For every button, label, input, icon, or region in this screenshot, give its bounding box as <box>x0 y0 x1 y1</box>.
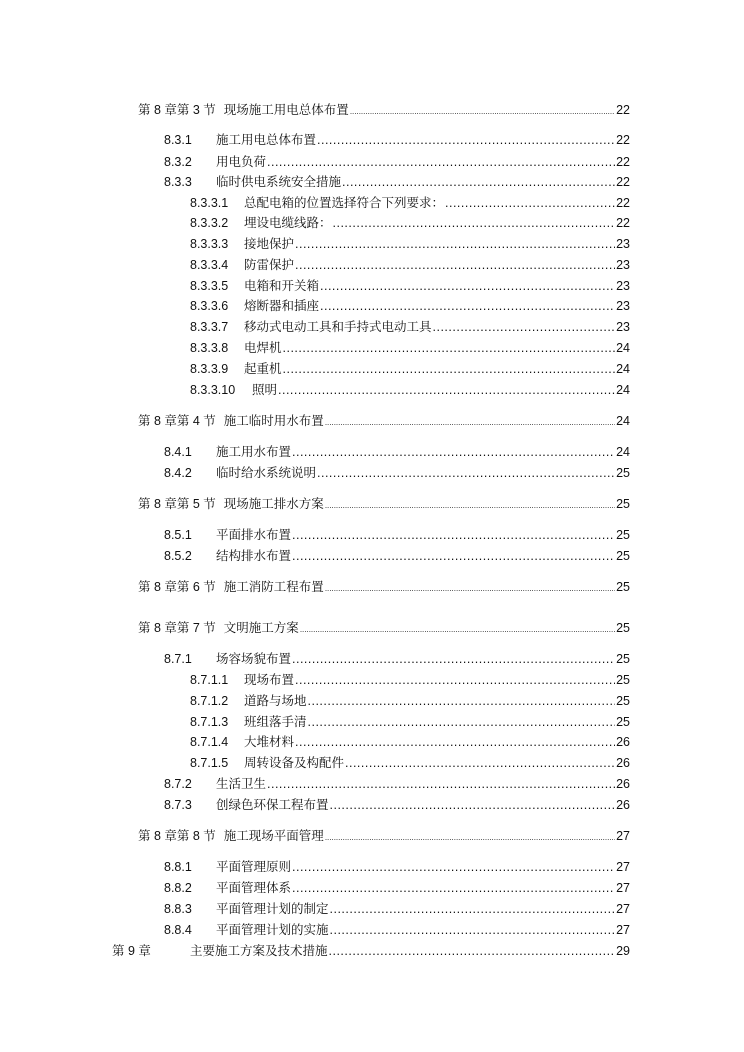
toc-entry-page: 22 <box>616 155 630 169</box>
dot-leader <box>325 498 615 514</box>
toc-entry-number: 第 8 章第 6 节 <box>138 580 216 594</box>
toc-entry-number: 8.3.1 <box>164 133 192 147</box>
toc-entry-page: 27 <box>616 902 630 916</box>
toc-entry-title: 现场布置 <box>244 673 295 687</box>
toc-entry-number: 8.4.1 <box>164 445 192 459</box>
toc-entry[interactable] <box>190 195 630 211</box>
toc-entry-page: 24 <box>616 445 630 459</box>
toc-entry-title: 用电负荷 <box>216 155 267 169</box>
dot-leader <box>292 548 615 564</box>
toc-entry-title: 照明 <box>252 383 278 397</box>
toc-entry-number: 8.7.1.4 <box>190 735 229 749</box>
toc-entry[interactable] <box>164 154 630 170</box>
toc-entry[interactable] <box>138 413 630 431</box>
dot-leader <box>320 278 615 294</box>
toc-entry-title: 文明施工方案 <box>223 621 299 635</box>
toc-entry-title: 平面管理体系 <box>216 881 292 895</box>
dot-leader <box>267 776 615 792</box>
toc-entry-page: 27 <box>616 829 630 843</box>
toc-entry[interactable] <box>112 943 630 959</box>
dot-leader <box>445 195 615 211</box>
toc-entry-title: 接地保护 <box>244 237 295 251</box>
toc-entry-page: 23 <box>616 320 630 334</box>
toc-entry-title: 总配电箱的位置选择符合下列要求： <box>244 196 445 210</box>
toc-entry-title: 平面管理计划的实施 <box>216 923 329 937</box>
toc-entry[interactable] <box>190 340 630 356</box>
toc-entry[interactable] <box>164 527 630 543</box>
toc-entry-page: 22 <box>616 216 630 230</box>
toc-entry[interactable] <box>190 361 630 377</box>
toc-entry-page: 24 <box>616 414 630 428</box>
dot-leader <box>295 734 615 750</box>
toc-entry[interactable] <box>190 734 630 750</box>
toc-entry-number: 8.3.3.7 <box>190 320 229 334</box>
toc-entry-title: 班组落手清 <box>244 715 307 729</box>
toc-entry-title: 场容场貌布置 <box>216 652 292 666</box>
toc-entry-number: 8.7.1 <box>164 652 192 666</box>
toc-entry-page: 25 <box>616 673 630 687</box>
toc-entry-number: 8.7.1.5 <box>190 756 229 770</box>
toc-entry[interactable] <box>190 236 630 252</box>
toc-entry-page: 25 <box>616 621 630 635</box>
toc-entry[interactable] <box>138 496 630 514</box>
toc-entry-title: 临时给水系统说明 <box>216 466 317 480</box>
toc-entry-number: 8.8.2 <box>164 881 192 895</box>
toc-entry-number: 8.8.3 <box>164 902 192 916</box>
dot-leader <box>295 236 615 252</box>
dot-leader <box>267 154 615 170</box>
toc-entry[interactable] <box>190 382 630 398</box>
dot-leader <box>300 622 615 638</box>
dot-leader <box>345 755 615 771</box>
toc-entry-number: 8.3.3.1 <box>190 196 229 210</box>
toc-entry-number: 第 8 章第 3 节 <box>138 103 216 117</box>
toc-entry-page: 25 <box>616 580 630 594</box>
toc-entry[interactable] <box>164 880 630 896</box>
toc-entry-page: 27 <box>616 860 630 874</box>
toc-entry-page: 25 <box>616 549 630 563</box>
toc-entry-number: 8.7.1.3 <box>190 715 229 729</box>
dot-leader <box>317 132 615 148</box>
toc-entry[interactable] <box>164 132 630 148</box>
toc-entry[interactable] <box>164 859 630 875</box>
toc-entry-title: 大堆材料 <box>244 735 295 749</box>
toc-entry[interactable] <box>138 620 630 638</box>
toc-entry-page: 26 <box>616 756 630 770</box>
toc-entry-title: 平面管理原则 <box>216 860 292 874</box>
toc-entry-title: 起重机 <box>244 362 282 376</box>
toc-entry-page: 22 <box>616 175 630 189</box>
toc-entry[interactable] <box>190 714 630 730</box>
toc-entry-page: 27 <box>616 881 630 895</box>
toc-entry-page: 25 <box>616 652 630 666</box>
toc-entry-title: 熔断器和插座 <box>244 299 320 313</box>
dot-leader <box>330 922 616 938</box>
toc-entry[interactable] <box>138 579 630 597</box>
toc-entry-number: 8.3.3.2 <box>190 216 229 230</box>
toc-entry-number: 8.3.3 <box>164 175 192 189</box>
toc-entry-page: 25 <box>616 466 630 480</box>
toc-entry-title: 施工消防工程布置 <box>223 580 324 594</box>
toc-entry-number: 8.3.3.5 <box>190 279 229 293</box>
toc-entry-number: 8.3.3.3 <box>190 237 229 251</box>
dot-leader <box>283 361 616 377</box>
dot-leader <box>325 581 615 597</box>
dot-leader <box>330 797 616 813</box>
dot-leader <box>342 174 615 190</box>
toc-entry-title: 道路与场地 <box>244 694 307 708</box>
toc-entry-page: 22 <box>616 103 630 117</box>
toc-entry[interactable] <box>164 797 630 813</box>
toc-entry-number: 8.7.2 <box>164 777 192 791</box>
dot-leader <box>317 465 615 481</box>
toc-entry-page: 23 <box>616 299 630 313</box>
toc-entry-title: 平面排水布置 <box>216 528 292 542</box>
toc-entry-title: 移动式电动工具和手持式电动工具 <box>244 320 432 334</box>
toc-entry-number: 8.7.3 <box>164 798 192 812</box>
toc-entry[interactable] <box>190 215 630 231</box>
toc-entry-title: 防雷保护 <box>244 258 295 272</box>
toc-entry-number: 8.3.2 <box>164 155 192 169</box>
toc-entry-number: 第 8 章第 4 节 <box>138 414 216 428</box>
dot-leader <box>292 527 615 543</box>
toc-entry[interactable] <box>164 922 630 938</box>
toc-entry[interactable] <box>138 102 630 120</box>
toc-entry-number: 第 8 章第 8 节 <box>138 829 216 843</box>
toc-entry-page: 24 <box>616 341 630 355</box>
toc-entry-page: 25 <box>616 497 630 511</box>
toc-entry-page: 26 <box>616 735 630 749</box>
toc-entry-title: 主要施工方案及技术措施 <box>190 944 328 958</box>
toc-entry-title: 电焊机 <box>244 341 282 355</box>
toc-entry[interactable] <box>190 278 630 294</box>
toc-entry-number: 8.7.1.2 <box>190 694 229 708</box>
toc-entry-number: 8.3.3.8 <box>190 341 229 355</box>
dot-leader <box>325 415 615 431</box>
toc-entry-page: 24 <box>616 383 630 397</box>
toc-entry[interactable] <box>164 776 630 792</box>
toc-entry-page: 22 <box>616 196 630 210</box>
dot-leader <box>295 672 615 688</box>
toc-entry-title: 电箱和开关箱 <box>244 279 320 293</box>
toc-entry[interactable] <box>190 319 630 335</box>
toc-entry-page: 27 <box>616 923 630 937</box>
dot-leader <box>308 693 616 709</box>
toc-entry-number: 第 8 章第 5 节 <box>138 497 216 511</box>
toc-entry-page: 26 <box>616 798 630 812</box>
dot-leader <box>308 714 616 730</box>
toc-entry[interactable] <box>190 755 630 771</box>
toc-entry-number: 8.8.4 <box>164 923 192 937</box>
toc-entry-number: 8.5.1 <box>164 528 192 542</box>
dot-leader <box>329 943 616 959</box>
toc-entry-title: 生活卫生 <box>216 777 267 791</box>
toc-entry-page: 29 <box>616 944 630 958</box>
dot-leader <box>333 215 616 231</box>
toc-entry[interactable] <box>164 174 630 190</box>
toc-entry[interactable] <box>164 465 630 481</box>
dot-leader <box>433 319 616 335</box>
toc-entry-title: 埋设电缆线路： <box>244 216 332 230</box>
dot-leader <box>292 651 615 667</box>
toc-entry-title: 施工用水布置 <box>216 445 292 459</box>
toc-entry-number: 第 8 章第 7 节 <box>138 621 216 635</box>
toc-entry-title: 现场施工排水方案 <box>223 497 324 511</box>
dot-leader <box>292 880 615 896</box>
toc-entry-page: 23 <box>616 237 630 251</box>
toc-entry[interactable] <box>190 693 630 709</box>
toc-entry-number: 8.3.3.9 <box>190 362 229 376</box>
toc-entry-title: 施工临时用水布置 <box>223 414 324 428</box>
toc-entry-title: 现场施工用电总体布置 <box>223 103 349 117</box>
toc-entry[interactable] <box>190 257 630 273</box>
toc-entry-title: 施工用电总体布置 <box>216 133 317 147</box>
toc-entry-page: 25 <box>616 528 630 542</box>
dot-leader <box>320 298 615 314</box>
toc-entry-page: 25 <box>616 715 630 729</box>
toc-entry-number: 8.8.1 <box>164 860 192 874</box>
toc-entry[interactable] <box>164 901 630 917</box>
toc-entry-number: 8.3.3.4 <box>190 258 229 272</box>
toc-entry-title: 结构排水布置 <box>216 549 292 563</box>
toc-entry-number: 第 9 章 <box>112 944 151 958</box>
toc-entry-page: 25 <box>616 694 630 708</box>
toc-entry-page: 23 <box>616 258 630 272</box>
toc-entry-title: 临时供电系统安全措施 <box>216 175 342 189</box>
toc-entry-number: 8.3.3.6 <box>190 299 229 313</box>
toc-entry[interactable] <box>164 548 630 564</box>
toc-entry-number: 8.5.2 <box>164 549 192 563</box>
dot-leader <box>325 830 615 846</box>
toc-entry-page: 23 <box>616 279 630 293</box>
dot-leader <box>350 104 615 120</box>
toc-entry-title: 创绿色环保工程布置 <box>216 798 329 812</box>
toc-entry-page: 22 <box>616 133 630 147</box>
dot-leader <box>292 859 615 875</box>
toc-entry[interactable] <box>164 444 630 460</box>
toc-entry-number: 8.3.3.10 <box>190 383 236 397</box>
dot-leader <box>330 901 616 917</box>
dot-leader <box>283 340 616 356</box>
toc-entry-title: 施工现场平面管理 <box>223 829 324 843</box>
toc-entry[interactable] <box>138 828 630 846</box>
toc-entry-page: 24 <box>616 362 630 376</box>
toc-entry-title: 平面管理计划的制定 <box>216 902 329 916</box>
toc-entry[interactable] <box>190 672 630 688</box>
dot-leader <box>278 382 615 398</box>
toc-entry-number: 8.4.2 <box>164 466 192 480</box>
dot-leader <box>295 257 615 273</box>
toc-entry-title: 周转设备及构配件 <box>244 756 345 770</box>
toc-entry[interactable] <box>164 651 630 667</box>
toc-entry[interactable] <box>190 298 630 314</box>
toc-entry-number: 8.7.1.1 <box>190 673 229 687</box>
toc-entry-page: 26 <box>616 777 630 791</box>
dot-leader <box>292 444 615 460</box>
